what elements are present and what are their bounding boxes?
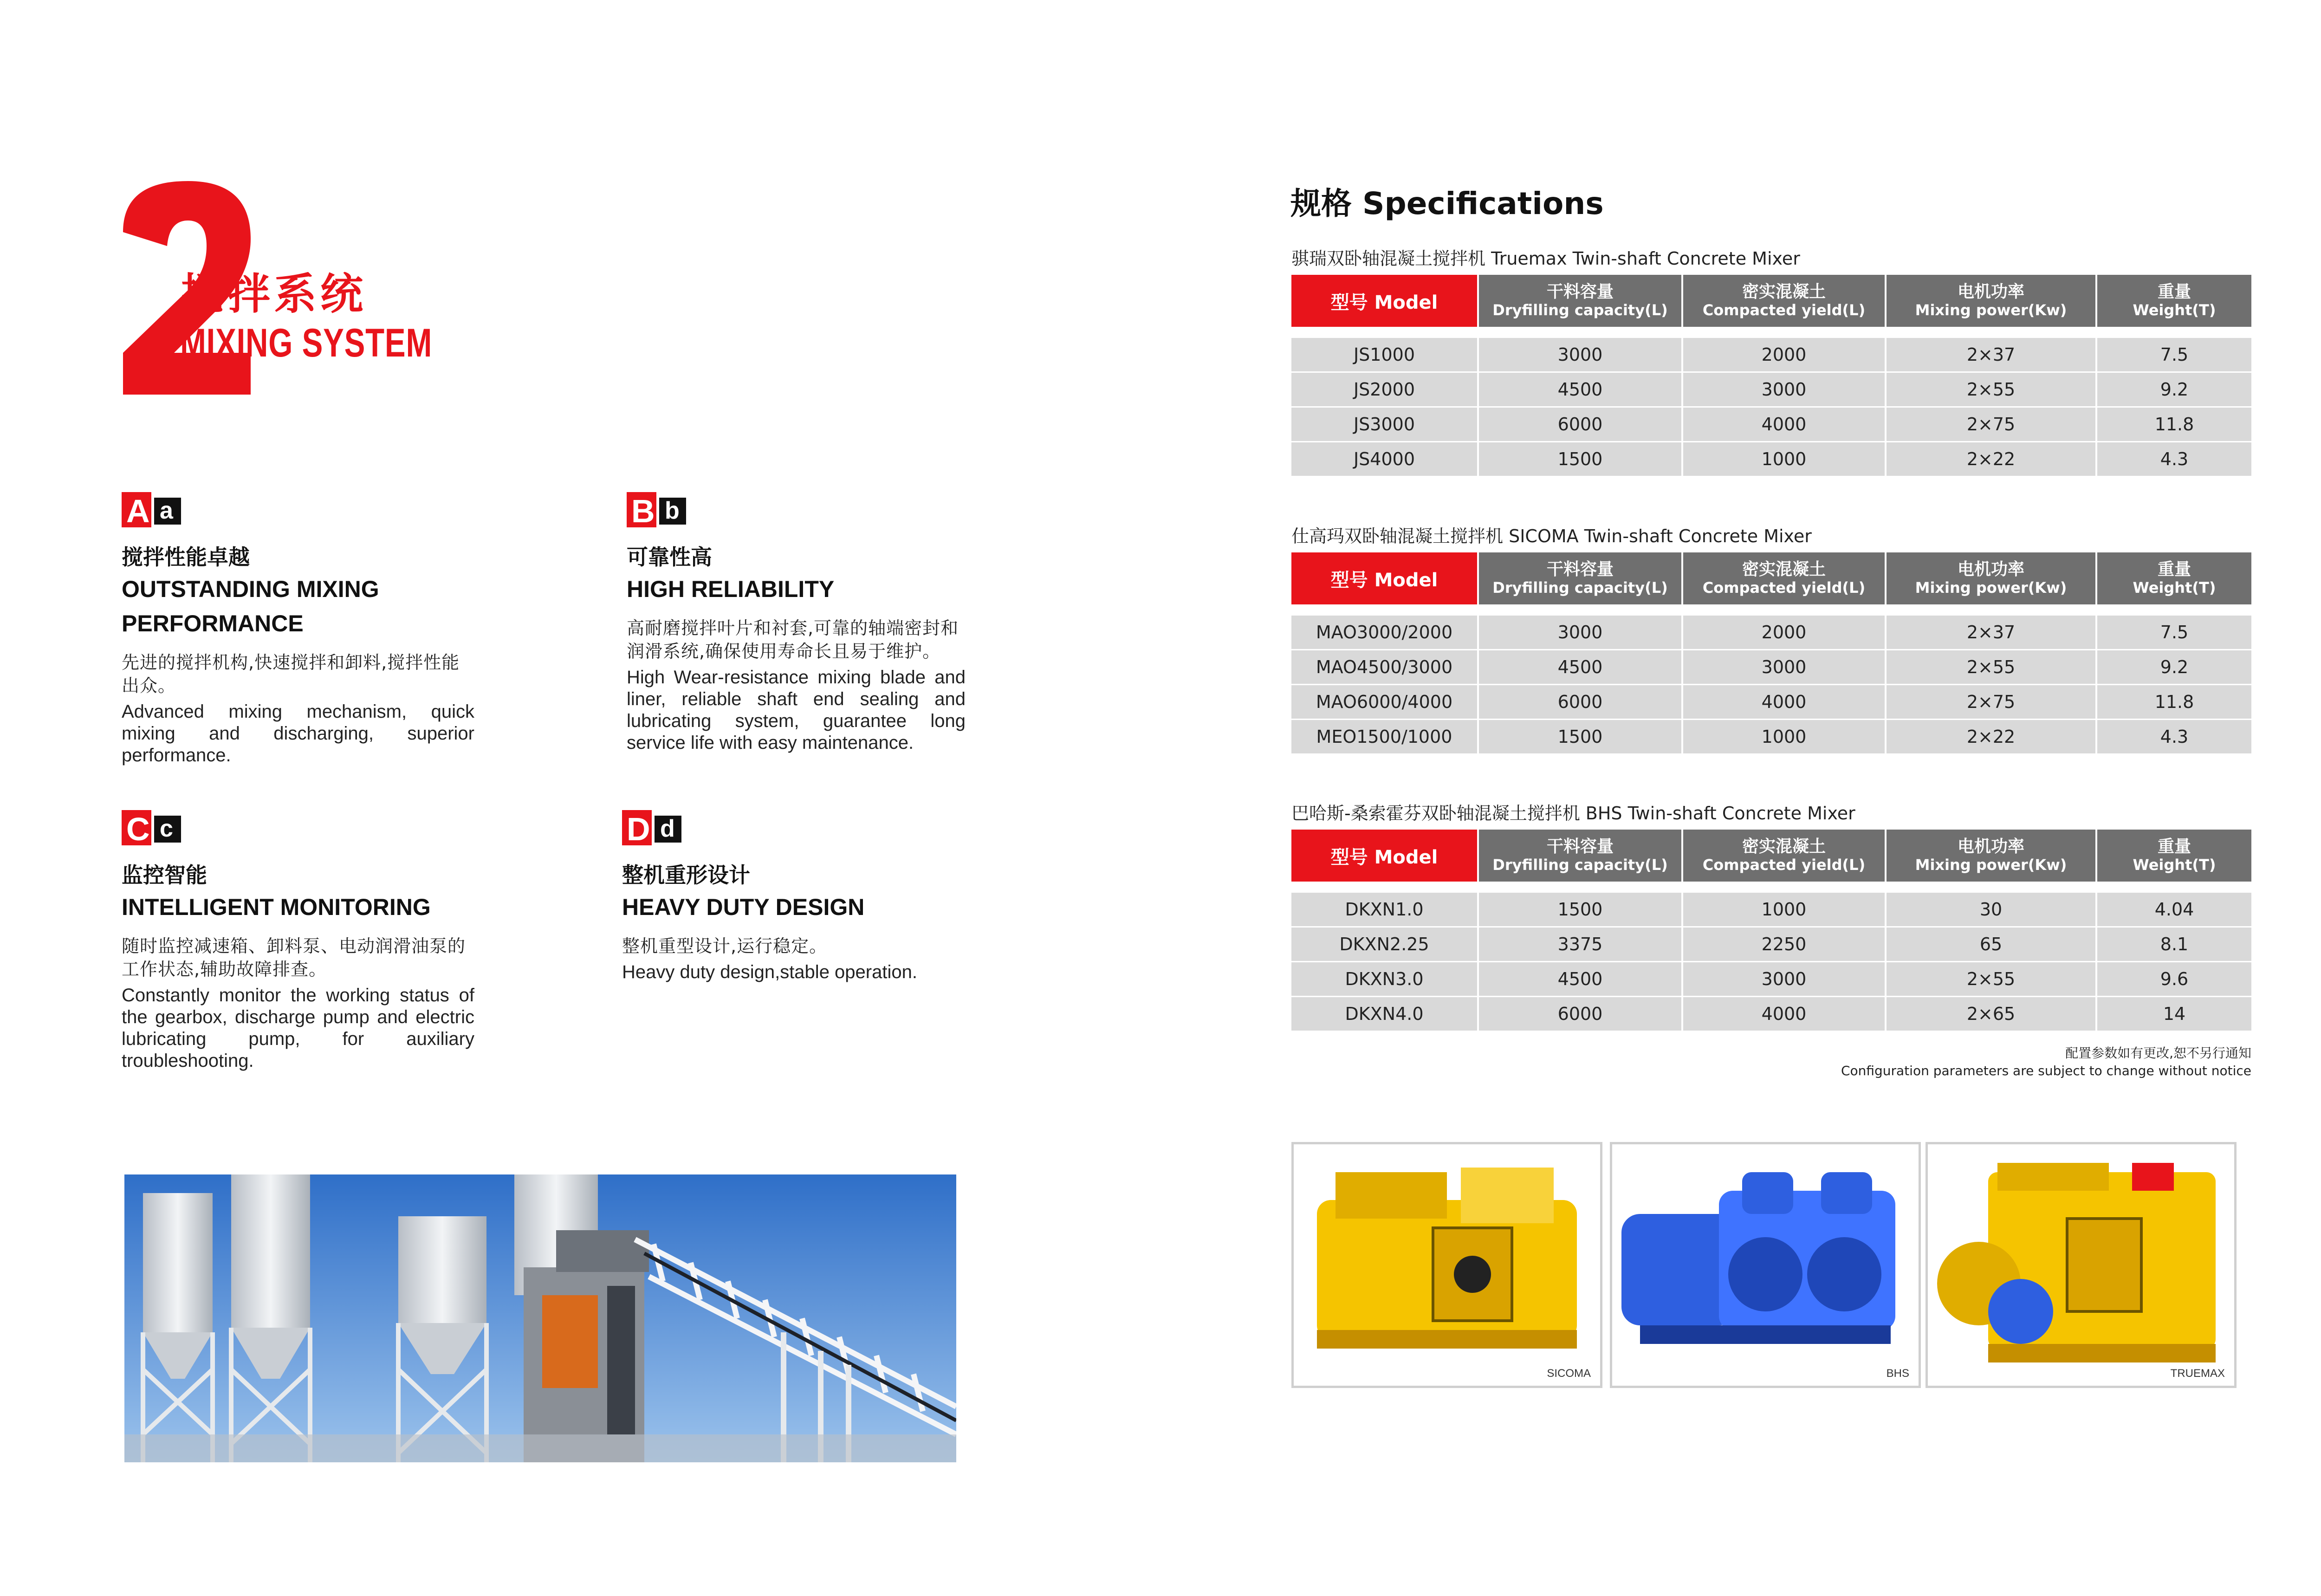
feature-a: [122, 492, 474, 766]
feature-desc-cn: 高耐磨搅拌叶片和衬套,可靠的轴端密封和润滑系统,确保使用寿命长且易于维护。: [627, 618, 959, 662]
header-yield: 密实混凝土 Compacted yield(L): [1683, 552, 1887, 604]
header-weight: 重量 Weight(T): [2097, 275, 2251, 327]
feature-title-cn: 整机重形设计: [622, 863, 750, 888]
config-note-cn: 配置参数如有更改,恕不另行通知: [2065, 1045, 2251, 1061]
table-row: DKXN1.0 1500 1000 30 4.04: [1291, 893, 2251, 926]
product-label: TRUEMAX: [2170, 1367, 2225, 1380]
table-row: DKXN2.25 3375 2250 65 8.1: [1291, 928, 2251, 961]
header-model: 型号 Model: [1291, 830, 1479, 882]
table-caption: 骐瑞双卧轴混凝土搅拌机 Truemax Twin-shaft Concrete Mixer: [1291, 248, 1800, 269]
batching-plant-photo: [124, 1174, 956, 1462]
header-weight: 重量 Weight(T): [2097, 552, 2251, 604]
header-model: 型号 Model: [1291, 275, 1479, 327]
table-row: JS3000 6000 4000 2×75 11.8: [1291, 408, 2251, 441]
table-row: DKXN3.0 4500 3000 2×55 9.6: [1291, 962, 2251, 996]
table-header: [1291, 830, 2251, 882]
product-label: SICOMA: [1547, 1367, 1591, 1380]
header-yield: 密实混凝土 Compacted yield(L): [1683, 830, 1887, 882]
feature-title-en: HIGH RELIABILITY: [627, 576, 835, 602]
table-row: MAO6000/4000 6000 4000 2×75 11.8: [1291, 685, 2251, 719]
feature-badge: B b: [627, 492, 696, 527]
spec-table-sicoma: [1291, 525, 2251, 755]
table-row: JS1000 3000 2000 2×37 7.5: [1291, 338, 2251, 371]
header-power: 电机功率 Mixing power(Kw): [1887, 552, 2097, 604]
feature-desc-en: Constantly monitor the working status of the gearbox, discharge pump and electric lubricating pump, for auxiliary troubleshooting.: [122, 985, 474, 1071]
header-capacity: 干料容量 Dryfilling capacity(L): [1479, 552, 1683, 604]
table-row: MEO1500/1000 1500 1000 2×22 4.3: [1291, 720, 2251, 753]
header-capacity: 干料容量 Dryfilling capacity(L): [1479, 275, 1683, 327]
feature-badge: D d: [622, 810, 692, 845]
table-header: [1291, 552, 2251, 604]
feature-c: [122, 810, 474, 1072]
section-title-en: MIXING SYSTEM: [180, 321, 433, 365]
feature-desc-cn: 先进的搅拌机构,快速搅拌和卸料,搅拌性能出众。: [122, 652, 460, 696]
feature-title-cn: 可靠性高: [627, 545, 712, 570]
table-row: JS2000 4500 3000 2×55 9.2: [1291, 373, 2251, 406]
product-image-sicoma: [1291, 1142, 1602, 1388]
header-weight: 重量 Weight(T): [2097, 830, 2251, 882]
section-title-cn: 搅拌系统: [181, 269, 367, 319]
feature-title-en: INTELLIGENT MONITORING: [122, 894, 431, 920]
feature-title-en: HEAVY DUTY DESIGN: [622, 894, 865, 920]
table-caption: 巴哈斯-桑索霍芬双卧轴混凝土搅拌机 BHS Twin-shaft Concrete Mixer: [1291, 803, 1855, 824]
config-note-en: Configuration parameters are subject to change without notice: [1841, 1063, 2251, 1078]
spec-table-bhs: [1291, 802, 2251, 1032]
feature-title-en: OUTSTANDING MIXING: [122, 576, 379, 602]
table-row: MAO3000/2000 3000 2000 2×37 7.5: [1291, 616, 2251, 649]
feature-badge: A a: [122, 492, 191, 527]
header-model: 型号 Model: [1291, 552, 1479, 604]
product-label: BHS: [1886, 1367, 1909, 1380]
feature-desc-en: Heavy duty design,stable operation.: [622, 962, 917, 982]
feature-badge: C c: [122, 810, 191, 845]
header-capacity: 干料容量 Dryfilling capacity(L): [1479, 830, 1683, 882]
product-image-truemax: [1926, 1142, 2237, 1388]
spec-table-truemax: [1291, 247, 2251, 477]
feature-title-cn: 搅拌性能卓越: [122, 545, 250, 570]
feature-desc-cn: 整机重型设计,运行稳定。: [622, 936, 828, 956]
table-row: MAO4500/3000 4500 3000 2×55 9.2: [1291, 650, 2251, 684]
header-power: 电机功率 Mixing power(Kw): [1887, 275, 2097, 327]
feature-title-en-line2: PERFORMANCE: [122, 610, 304, 636]
feature-d: [622, 810, 966, 983]
header-power: 电机功率 Mixing power(Kw): [1887, 830, 2097, 882]
table-row: DKXN4.0 6000 4000 2×65 14: [1291, 997, 2251, 1031]
feature-desc-en: Advanced mixing mechanism, quick mixing and discharging, superior performance.: [122, 701, 474, 766]
product-image-bhs: [1610, 1142, 1921, 1388]
table-row: JS4000 1500 1000 2×22 4.3: [1291, 442, 2251, 476]
header-yield: 密实混凝土 Compacted yield(L): [1683, 275, 1887, 327]
feature-title-cn: 监控智能: [122, 863, 207, 888]
feature-desc-en: High Wear-resistance mixing blade and liner, reliable shaft end sealing and lubricating system, guarantee long service life with easy maintenance.: [627, 667, 966, 753]
config-note: [1841, 1045, 2251, 1080]
feature-desc-cn: 随时监控减速箱、卸料泵、电动润滑油泵的工作状态,辅助故障排查。: [122, 936, 466, 980]
feature-b: [627, 492, 966, 754]
table-caption: 仕高玛双卧轴混凝土搅拌机 SICOMA Twin-shaft Concrete Mixer: [1291, 526, 1812, 546]
specifications-title: 规格 Specifications: [1290, 186, 1604, 221]
table-header: [1291, 275, 2251, 327]
